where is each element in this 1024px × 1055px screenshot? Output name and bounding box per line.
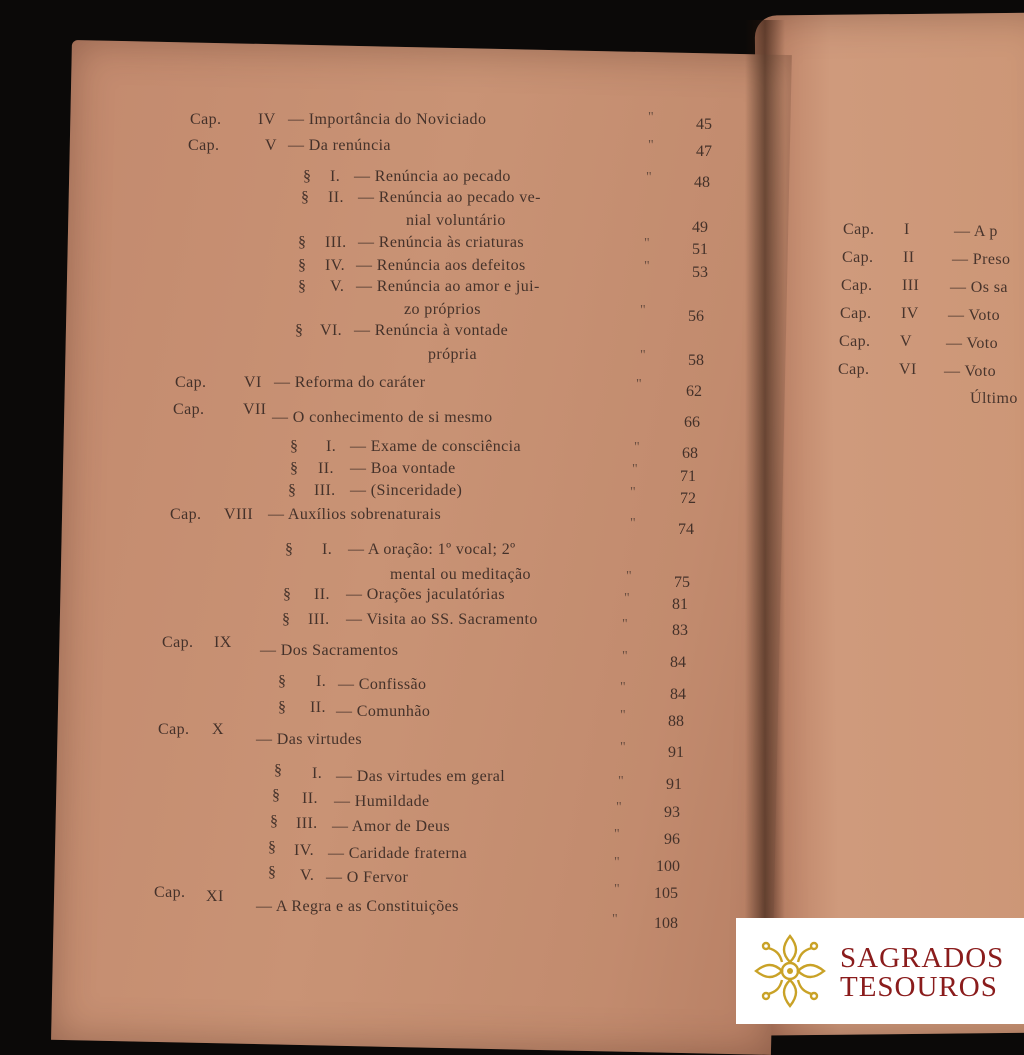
toc-section-number: II. [328, 189, 344, 206]
section-sign: § [298, 278, 307, 295]
toc-entry-title: — A p [954, 223, 998, 240]
ditto-mark: " [620, 740, 626, 755]
toc-cap-number: V [265, 137, 277, 154]
ditto-mark: " [630, 485, 636, 500]
ditto-mark: " [644, 259, 650, 274]
toc-entry-title: — Amor de Deus [332, 818, 451, 835]
toc-cap-number: III [902, 277, 920, 294]
toc-section-number: I. [312, 765, 323, 782]
toc-section-number: II. [310, 699, 326, 716]
toc-entry-title: — Preso [952, 251, 1011, 268]
toc-entry-title: — Humildade [334, 793, 430, 810]
toc-page-number: 45 [696, 116, 712, 133]
toc-entry-continuation: mental ou meditação [390, 566, 531, 583]
toc-section-number: VI. [320, 322, 343, 339]
toc-section-number: IV. [294, 842, 315, 859]
ditto-mark: " [620, 680, 626, 695]
toc-section-number: V. [330, 278, 345, 295]
toc-cap-label: Cap. [173, 401, 205, 418]
toc-entry-title: — Da renúncia [288, 137, 391, 154]
toc-entry-title: — Os sa [950, 279, 1008, 296]
toc-cap-label: Cap. [170, 506, 202, 523]
section-sign: § [268, 864, 277, 881]
toc-cap-label: Cap. [154, 884, 186, 901]
toc-entry-title: — Boa vontade [350, 460, 456, 477]
ditto-mark: " [632, 462, 638, 477]
watermark-line-2: TESOUROS [840, 971, 998, 1003]
toc-page-number: 96 [664, 831, 680, 848]
toc-cap-number: VI [244, 374, 262, 391]
right-page [755, 12, 1024, 1035]
toc-page-number: 108 [654, 915, 678, 932]
toc-section-number: I. [316, 673, 327, 690]
ornament-cross-icon [752, 932, 828, 1010]
toc-entry-title: — O Fervor [326, 869, 409, 886]
watermark-line-1: SAGRADOS [840, 942, 1005, 974]
toc-entry-title: — A oração: 1º vocal; 2º [348, 541, 516, 558]
toc-cap-number: IV [901, 305, 919, 322]
toc-page-number: 93 [664, 804, 680, 821]
ditto-mark: " [614, 855, 620, 870]
ditto-mark: " [624, 591, 630, 606]
toc-page-number: 68 [682, 445, 698, 462]
ditto-mark: " [648, 138, 654, 153]
ditto-mark: " [640, 303, 646, 318]
toc-page-number: 83 [672, 622, 688, 639]
toc-entry-continuation: própria [428, 346, 478, 363]
toc-page-number: 58 [688, 352, 704, 369]
toc-section-number: I. [330, 168, 341, 185]
toc-cap-number: VI [899, 361, 917, 378]
toc-section-number: I. [322, 541, 333, 558]
watermark-text [840, 944, 1004, 1002]
section-sign: § [272, 787, 281, 804]
section-sign: § [278, 673, 287, 690]
toc-cap-label: Cap. [162, 634, 194, 651]
toc-entry-title: — Caridade fraterna [328, 845, 468, 862]
toc-section-number: II. [318, 460, 334, 477]
toc-cap-label: Cap. [840, 305, 872, 322]
toc-page-number: 51 [692, 241, 708, 258]
ditto-mark: " [626, 569, 632, 584]
toc-cap-label: Cap. [158, 721, 190, 738]
toc-page-number: 62 [686, 383, 702, 400]
toc-cap-number: IX [214, 634, 232, 651]
toc-cap-label: Cap. [841, 277, 873, 294]
section-sign: § [290, 460, 299, 477]
toc-cap-number: I [904, 221, 910, 238]
toc-cap-number: XI [206, 888, 224, 905]
toc-entry-title: — Renúncia aos defeitos [356, 257, 526, 274]
section-sign: § [283, 586, 292, 603]
toc-entry-title: — A Regra e as Constituições [256, 898, 459, 915]
toc-entry-title: — Renúncia ao pecado [354, 168, 511, 185]
section-sign: § [274, 762, 283, 779]
toc-cap-number: X [212, 721, 224, 738]
ditto-mark: " [614, 882, 620, 897]
toc-entry-title: — Dos Sacramentos [260, 642, 399, 659]
toc-cap-label: Cap. [175, 374, 207, 391]
toc-section-number: II. [314, 586, 330, 603]
ditto-mark: " [634, 440, 640, 455]
toc-page-number: 72 [680, 490, 696, 507]
ditto-mark: " [640, 348, 646, 363]
toc-page-number: 84 [670, 654, 686, 671]
toc-entry-title: — Voto [946, 335, 999, 352]
toc-entry-title: — Exame de consciência [350, 438, 521, 455]
toc-entry-title: — Comunhão [336, 703, 431, 720]
toc-page-number: 91 [666, 776, 682, 793]
toc-entry-title: — Reforma do caráter [274, 374, 426, 391]
ditto-mark: " [620, 708, 626, 723]
section-sign: § [270, 813, 279, 830]
ditto-mark: " [636, 377, 642, 392]
toc-entry-title: — Visita ao SS. Sacramento [346, 611, 538, 628]
toc-cap-label: Cap. [842, 249, 874, 266]
toc-entry-title: — Das virtudes [256, 731, 363, 748]
toc-trailing-text: Último [970, 390, 1018, 407]
toc-entry-title: — Auxílios sobrenaturais [268, 506, 442, 523]
toc-entry-title: — Renúncia ao pecado ve- [358, 189, 541, 206]
toc-page-number: 105 [654, 885, 678, 902]
section-sign: § [288, 482, 297, 499]
ditto-mark: " [648, 110, 654, 125]
toc-page-number: 53 [692, 264, 708, 281]
toc-page-number: 88 [668, 713, 684, 730]
section-sign: § [290, 438, 299, 455]
toc-entry-title: — Renúncia às criaturas [358, 234, 525, 251]
toc-cap-label: Cap. [838, 361, 870, 378]
toc-cap-label: Cap. [839, 333, 871, 350]
toc-page-number: 74 [678, 521, 694, 538]
toc-page-number: 81 [672, 596, 688, 613]
toc-entry-title: — Voto [944, 363, 997, 380]
toc-cap-number: IV [258, 111, 276, 128]
toc-page-number: 56 [688, 308, 704, 325]
section-sign: § [282, 611, 291, 628]
section-sign: § [301, 189, 310, 206]
toc-entry-title: — Voto [948, 307, 1001, 324]
ditto-mark: " [622, 649, 628, 664]
toc-entry-continuation: nial voluntário [406, 212, 506, 229]
toc-entry-title: — Renúncia ao amor e jui- [356, 278, 540, 295]
toc-entry-title: — Confissão [338, 676, 427, 693]
watermark-logo [736, 918, 1024, 1024]
toc-cap-number: V [900, 333, 912, 350]
toc-cap-number: II [903, 249, 915, 266]
toc-entry-title: — Renúncia à vontade [354, 322, 509, 339]
section-sign: § [285, 541, 294, 558]
toc-page-number: 100 [656, 858, 680, 875]
toc-entry-title: — O conhecimento de si mesmo [272, 409, 493, 426]
toc-page-number: 71 [680, 468, 696, 485]
toc-page-number: 84 [670, 686, 686, 703]
toc-section-number: II. [302, 790, 318, 807]
section-sign: § [278, 699, 287, 716]
toc-cap-number: VII [243, 401, 267, 418]
ditto-mark: " [616, 800, 622, 815]
ditto-mark: " [618, 774, 624, 789]
toc-page-number: 66 [684, 414, 700, 431]
ditto-mark: " [646, 170, 652, 185]
ditto-mark: " [622, 617, 628, 632]
toc-page-number: 47 [696, 143, 712, 160]
section-sign: § [303, 168, 312, 185]
section-sign: § [295, 322, 304, 339]
section-sign: § [298, 234, 307, 251]
toc-page-number: 75 [674, 574, 690, 591]
ditto-mark: " [644, 236, 650, 251]
toc-entry-title: — Importância do Noviciado [288, 111, 487, 128]
toc-section-number: III. [314, 482, 336, 499]
ditto-mark: " [614, 827, 620, 842]
toc-entry-title: — Das virtudes em geral [336, 768, 506, 785]
toc-section-number: III. [308, 611, 330, 628]
toc-page-number: 49 [692, 219, 708, 236]
ditto-mark: " [612, 912, 618, 927]
toc-page-number: 48 [694, 174, 710, 191]
toc-section-number: III. [296, 815, 318, 832]
toc-cap-number: VIII [224, 506, 254, 523]
toc-cap-label: Cap. [188, 137, 220, 154]
toc-section-number: V. [300, 867, 315, 884]
toc-section-number: IV. [325, 257, 346, 274]
ditto-mark: " [630, 516, 636, 531]
section-sign: § [268, 839, 277, 856]
toc-entry-title: — Orações jaculatórias [346, 586, 505, 603]
toc-section-number: III. [325, 234, 347, 251]
toc-cap-label: Cap. [190, 111, 222, 128]
toc-page-number: 91 [668, 744, 684, 761]
book-gutter [745, 20, 785, 1024]
toc-cap-label: Cap. [843, 221, 875, 238]
section-sign: § [298, 257, 307, 274]
toc-entry-title: — (Sinceridade) [350, 482, 463, 499]
toc-section-number: I. [326, 438, 337, 455]
toc-entry-continuation: zo próprios [404, 301, 481, 318]
